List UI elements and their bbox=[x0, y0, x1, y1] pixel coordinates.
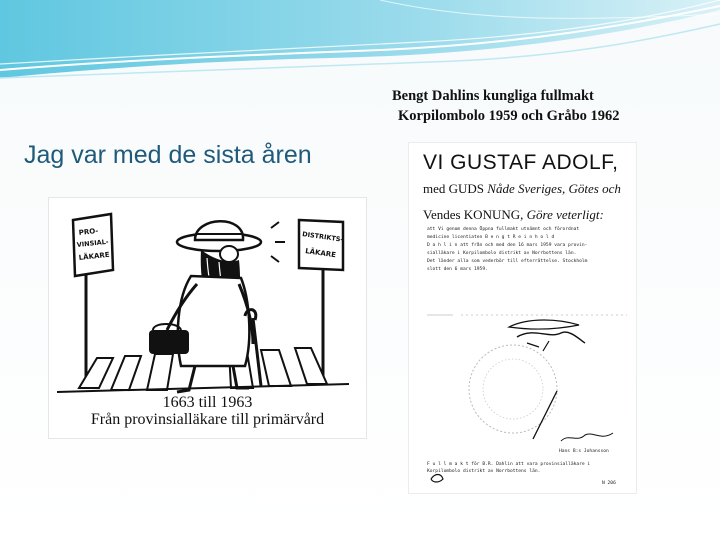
document-footer bbox=[427, 462, 637, 475]
document-body-line: sialläkare i Korpilombolo distrikt av Norrbottens län. bbox=[427, 250, 577, 256]
sign-left-line-2: VINSIAL- bbox=[76, 237, 109, 249]
cartoon-caption-text: Från provinsialläkare till primärvård bbox=[90, 411, 325, 428]
document-body-line: Det länder alla som vederbör till efterrättelse. Stockholm bbox=[427, 258, 588, 264]
document-body-line: slott den 6 mars 1959. bbox=[427, 266, 488, 272]
document-line-2-italic: Nåde Sveriges, Götes och bbox=[487, 181, 621, 196]
minister-signature-name: Hans B:s Johansson bbox=[559, 449, 609, 454]
document-line-3-italic: Göre veterligt: bbox=[526, 207, 604, 222]
sign-right-line-1: DISTRIKTS- bbox=[301, 230, 344, 244]
document-seal-and-signatures bbox=[409, 143, 636, 493]
document-line-2-plain: med GUDS bbox=[423, 181, 485, 196]
header-wave-decoration bbox=[0, 0, 720, 90]
document-footer-line: Korpilombolo distrikt av Norrbottens län. bbox=[427, 468, 541, 474]
document-body-line: D a h l i n att från och med den 16 mars 1959 vara provin- bbox=[427, 242, 588, 248]
cartoon-image bbox=[48, 197, 367, 439]
document-footer-line: F u l l m a k t för B.R. Dahlin att vara provinsialläkare i bbox=[427, 462, 591, 467]
cartoon-caption-years: 1663 till 1963 bbox=[162, 394, 253, 411]
sign-left-line-3: LÄKARE bbox=[78, 250, 110, 262]
sign-left-line-1: PRO- bbox=[78, 226, 99, 237]
image-caption bbox=[392, 86, 620, 126]
slide-title: Jag var med de sista åren bbox=[24, 141, 312, 169]
document-number: N 206 bbox=[602, 481, 616, 486]
document-line-3-plain: Vendes KONUNG, bbox=[423, 207, 524, 222]
document-body-line: att Vi genom denna Öppna fullmakt utnämnt och förordnat bbox=[427, 227, 580, 232]
caption-line-1: Bengt Dahlins kungliga fullmakt bbox=[392, 88, 594, 104]
royal-commission-document bbox=[408, 142, 637, 494]
sign-right-line-2: LÄKARE bbox=[304, 247, 337, 260]
document-body-line: medicine licentiaten B e n g t R e i n h o l d bbox=[427, 234, 555, 240]
caption-line-2: Korpilombolo 1959 och Gråbo 1962 bbox=[398, 108, 620, 124]
document-heading: VI GUSTAF ADOLF, bbox=[423, 151, 619, 174]
